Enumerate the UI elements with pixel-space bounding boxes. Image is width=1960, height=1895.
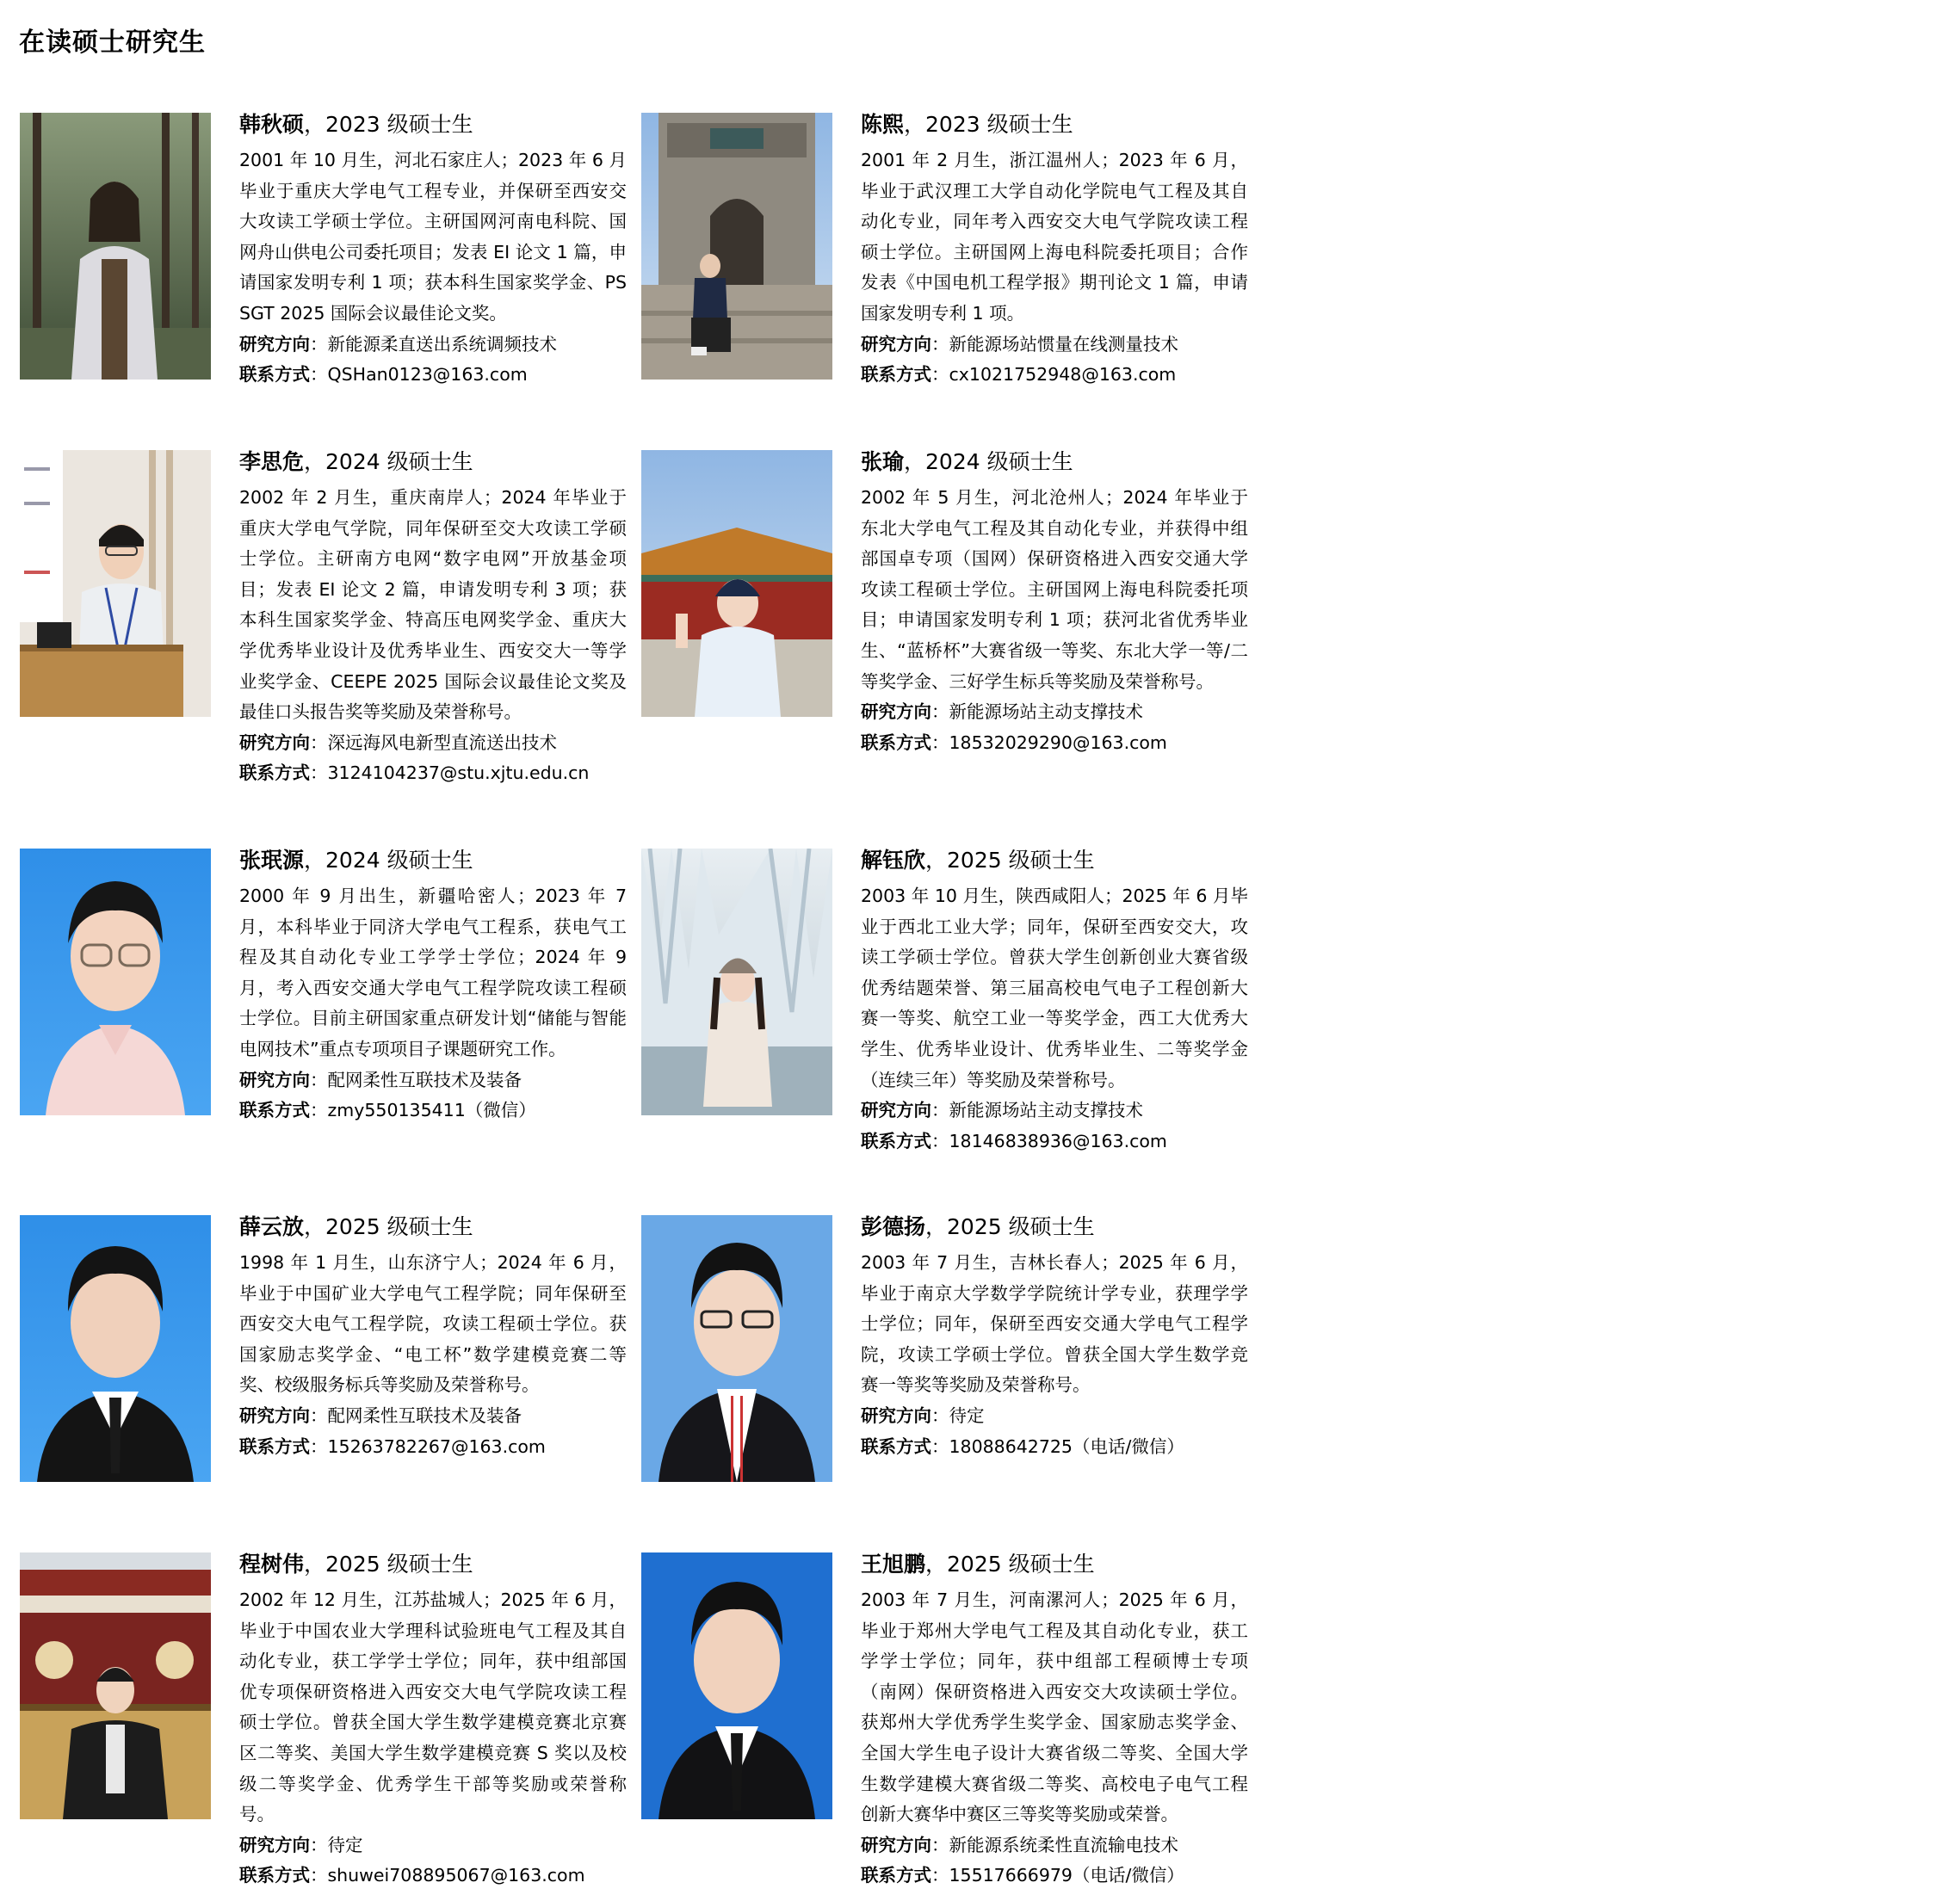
research-direction: 研究方向：配网柔性互联技术及装备 [239,1404,522,1426]
contact-info: 联系方式：18088642725（电话/微信） [861,1435,1184,1457]
student-grade: 2025 级硕士生 [325,1214,473,1239]
research-direction: 研究方向：新能源场站主动支撑技术 [861,701,1143,723]
student-name: 薛云放 [239,1214,305,1239]
student-grade: 2023 级硕士生 [925,112,1073,137]
student-photo [641,849,832,1115]
student-photo [641,450,832,717]
student-bio: 2001 年 10 月生，河北石家庄人；2023 年 6 月毕业于重庆大学电气工程专业，并保研至西安交大攻读工学硕士学位。主研国网河南电科院、国网舟山供电公司委托项目；发表 EI 论文 1 篇，申请国家发明专利 1 项；获本科生国家奖学金、PSSGT 2025 国际会议最佳论文奖。 [239,150,627,324]
student-name: 李思危 [239,449,305,474]
student-name: 王旭鹏 [861,1552,926,1577]
research-direction: 研究方向：待定 [861,1404,985,1426]
student-bio: 2000 年 9 月出生，新疆哈密人；2023 年 7 月，本科毕业于同济大学电气工程系，获电气工程及其自动化专业工学学士学位；2024 年 9 月，考入西安交通大学电气工程学院攻读工程硕士学位。目前主研国家重点研发计划“储能与智能电网技术”重点专项项目子课题研究工作。 [239,886,627,1059]
student-grade: 2025 级硕士生 [947,848,1095,873]
research-direction: 研究方向：新能源柔直送出系统调频技术 [239,333,557,355]
student-photo [20,849,211,1115]
student-grade: 2024 级硕士生 [925,449,1073,474]
student-photo [641,113,832,380]
contact-info: 联系方式：zmy550135411（微信） [239,1100,536,1121]
contact-info: 联系方式：15517666979（电话/微信） [861,1865,1184,1886]
contact-info: 联系方式：18146838936@163.com [861,1130,1167,1151]
student-bio: 2002 年 12 月生，江苏盐城人；2025 年 6 月，毕业于中国农业大学理科试验班电气工程及其自动化专业，获工学学士学位；同年，获中组部国优专项保研资格进入西安交大电气学院攻读工程硕士学位。曾获全国大学生数学建模竞赛北京赛区二等奖、美国大学生数学建模竞赛 S 奖以及校级二等奖学金、优秀学生干部等奖励或荣誉称号。 [239,1589,627,1825]
student-name: 张瑜 [861,449,905,474]
student-bio: 2002 年 2 月生，重庆南岸人；2024 年毕业于重庆大学电气学院，同年保研至交大攻读工学硕士学位。主研南方电网“数字电网”开放基金项目；发表 EI 论文 2 篇，申请发明专利 3 项；获本科生国家奖学金、特高压电网奖学金、重庆大学优秀毕业设计及优秀毕业生、西安交大一等学业奖学金、CEEPE 2025 国际会议最佳论文奖及最佳口头报告奖等奖励及荣誉称号。 [239,487,627,723]
student-photo [20,1215,211,1482]
student-name: 陈熙 [861,112,905,137]
student-photo [641,1215,832,1482]
student-name: 彭德扬 [861,1214,926,1239]
student-grade: 2025 级硕士生 [325,1552,473,1577]
student-photo [641,1552,832,1819]
contact-info: 联系方式：3124104237@stu.xjtu.edu.cn [239,762,590,784]
student-bio: 2003 年 7 月生，吉林长春人；2025 年 6 月，毕业于南京大学数学学院统计学专业，获理学学士学位；同年，保研至西安交通大学电气工程学院，攻读工学硕士学位。曾获全国大学生数学竞赛一等奖等奖励及荣誉称号。 [861,1252,1248,1396]
student-bio: 1998 年 1 月生，山东济宁人；2024 年 6 月，毕业于中国矿业大学电气工程学院；同年保研至西安交大电气工程学院，攻读工程硕士学位。获国家励志奖学金、“电工杯”数学建模竞赛二等奖、校级服务标兵等奖励及荣誉称号。 [239,1252,627,1396]
student-name: 张珉源 [239,848,305,873]
student-photo [20,113,211,380]
contact-info: 联系方式：15263782267@163.com [239,1435,546,1457]
student-name: 解钰欣 [861,848,926,873]
student-grid: 韩秋硕，2023 级硕士生 2001 年 10 月生，河北石家庄人；2023 年 6 月毕业于重庆大学电气工程专业，并保研至西安交大攻读工学硕士学位。主研国网河南电科院、国网舟山供电公司委托项目；发表 EI 论文 1 篇，申请国家发明专利 1 项；获本科生国家奖学金、PSSGT 2025 国际会议最佳论文奖。 研究方向：新能源柔直送出系统调频技术 联系方式：QSHan0123@163.com 陈熙，2023 级硕士生 2001 年 2 月生，浙江温州人；2023 年 6 月，毕业于武汉理工大学自动化学院电气工程及其自动化专业，同年考入西安交大电气学院攻读工程硕士学位。主研国网上海电科院委托项目；合作发表《中国电机工程学报》期刊论文 1 篇，申请国家发明专利 1 项。 研究方向：新能源场站惯量在线测量技术 联系方式：cx1021752948@163.com 李思危，2024 级硕士生 2002 年 2 月生，重庆南岸人；2024 年毕业于重庆大学电气学院，同年保研至交大攻读工学硕士学位。主研南方电网“数字电网”开放基金项目；发表 EI 论文 2 篇，申请发明专利 3 项；获本科生国家奖学金、特高压电网奖学金、重庆大学优秀毕业设计及优秀毕业生、西安交大一等学业奖学金、CEEPE 2025 国际会议最佳论文奖及最佳口头报告奖等奖励及荣誉称号。 研究方向：深远海风电新型直流送出技术 联系方式：3124104237@stu.xjtu.edu.cn 张瑜，2024 级硕士生 2002 年 5 月生，河北沧州人；2024 年毕业于东北大学电气工程及其自动化专业，并获得中组部国卓专项（国网）保研资格进入西安交通大学攻读工程硕士学位。主研国网上海电科院委托项目；申请国家发明专利 1 项；获河北省优秀毕业生、“蓝桥杯”大赛省级一等奖、东北大学一等/二等奖学金、三好学生标兵等奖励及荣誉称号。 研究方向：新能源场站主动支撑技术 联系方式：18532029290@163.com 张珉源，2024 级硕士生 2000 年 9 月出生，新疆哈密人；2023 年 7 月，本科毕业于同济大学电气工程系，获电气工程及其自动化专业工学学士学位；2024 年 9 月，考入西安交通大学电气工程学院攻读工程硕士学位。目前主研国家重点研发计划“储能与智能电网技术”重点专项项目子课题研究工作。 研究方向：配网柔性互联技术及装备 联系方式：zmy550135411（微信） 解钰欣，2025 级硕士生 2003 年 10 月生，陕西咸阳人；2025 年 6 月毕业于西北工业大学；同年，保研至西安交大，攻读工学硕士学位。曾获大学生创新创业大赛省级优秀结题荣誉、第三届高校电气电子工程创新大赛一等奖、航空工业一等奖学金，西工大优秀大学生、优秀毕业设计、优秀毕业生、二等奖学金（连续三年）等奖励及荣誉称号。 研究方向：新能源场站主动支撑技术 联系方式：18146838936@163.com 薛云放，2025 级硕士生 1998 年 1 月生，山东济宁人；2024 年 6 月，毕业于中国矿业大学电气工程学院；同年保研至西安交大电气工程学院，攻读工程硕士学位。获国家励志奖学金、“电工杯”数学建模竞赛二等奖、校级服务标兵等奖励及荣誉称号。 研究方向：配网柔性互联技术及装备 联系方式：15263782267@163.com 彭德扬，2025 级硕士生 2003 年 7 月生，吉林长春人；2025 年 6 月，毕业于南京大学数学学院统计学专业，获理学学士学位；同年，保研至西安交通大学电气工程学院，攻读工学硕士学位。曾获全国大学生数学竞赛一等奖等奖励及荣誉称号。 研究方向：待定 联系方式：18088642725（电话/微信） 程树伟，2025 级硕士生 2002 年 12 月生，江苏盐城人；2025 年 6 月，毕业于中国农业大学理科试验班电气工程及其自动化专业，获工学学士学位；同年，获中组部国优专项保研资格进入西安交大电气学院攻读工程硕士学位。曾获全国大学生数学建模竞赛北京赛区二等奖、美国大学生数学建模竞赛 S 奖以及校级二等奖学金、优秀学生干部等奖励或荣誉称号。 研究方向：待定 联系方式：shuwei708895067@163.com 王旭鹏，2025 级硕士生 2003 年 7 月生，河南漯河人；2025 年 6 月，毕业于郑州大学电气工程及其自动化专业，获工学学士学位；同年，获中组部工程硕博士专项（南网）保研资格进入西安交大攻读硕士学位。获郑州大学优秀学生奖学金、国家励志奖学金、全国大学生电子设计大赛省级二等奖、全国大学生数学建模大赛省级二等奖、高校电子电气工程创新大赛华中赛区三等奖等奖励或荣誉。 研究方向：新能源系统柔性直流输电技术 联系方式：15517666979（电话/微信） [0,0,1257,1895]
research-direction: 研究方向：新能源场站主动支撑技术 [861,1100,1143,1121]
research-direction: 研究方向：配网柔性互联技术及装备 [239,1069,522,1090]
student-grade: 2024 级硕士生 [325,449,473,474]
student-name: 程树伟 [239,1552,305,1577]
student-bio: 2001 年 2 月生，浙江温州人；2023 年 6 月，毕业于武汉理工大学自动化学院电气工程及其自动化专业，同年考入西安交大电气学院攻读工程硕士学位。主研国网上海电科院委托项目；合作发表《中国电机工程学报》期刊论文 1 篇，申请国家发明专利 1 项。 [861,150,1248,324]
research-direction: 研究方向：新能源场站惯量在线测量技术 [861,333,1178,355]
research-direction: 研究方向：新能源系统柔性直流输电技术 [861,1834,1178,1855]
contact-info: 联系方式：cx1021752948@163.com [861,364,1177,386]
student-bio: 2002 年 5 月生，河北沧州人；2024 年毕业于东北大学电气工程及其自动化专业，并获得中组部国卓专项（国网）保研资格进入西安交通大学攻读工程硕士学位。主研国网上海电科院委托项目；申请国家发明专利 1 项；获河北省优秀毕业生、“蓝桥杯”大赛省级一等奖、东北大学一等/二等奖学金、三好学生标兵等奖励及荣誉称号。 [861,487,1248,692]
student-bio: 2003 年 7 月生，河南漯河人；2025 年 6 月，毕业于郑州大学电气工程及其自动化专业，获工学学士学位；同年，获中组部工程硕博士专项（南网）保研资格进入西安交大攻读硕士学位。获郑州大学优秀学生奖学金、国家励志奖学金、全国大学生电子设计大赛省级二等奖、全国大学生数学建模大赛省级二等奖、高校电子电气工程创新大赛华中赛区三等奖等奖励或荣誉。 [861,1589,1248,1825]
contact-info: 联系方式：18532029290@163.com [861,731,1167,753]
contact-info: 联系方式：QSHan0123@163.com [239,364,528,386]
student-grade: 2024 级硕士生 [325,848,473,873]
page-title: 在读硕士研究生 [19,28,206,58]
student-bio: 2003 年 10 月生，陕西咸阳人；2025 年 6 月毕业于西北工业大学；同年，保研至西安交大，攻读工学硕士学位。曾获大学生创新创业大赛省级优秀结题荣誉、第三届高校电气电子工程创新大赛一等奖、航空工业一等奖学金，西工大优秀大学生、优秀毕业设计、优秀毕业生、二等奖学金（连续三年）等奖励及荣誉称号。 [861,886,1248,1090]
contact-info: 联系方式：shuwei708895067@163.com [239,1865,585,1886]
student-photo [20,1552,211,1819]
student-grade: 2025 级硕士生 [947,1552,1095,1577]
research-direction: 研究方向：深远海风电新型直流送出技术 [239,731,557,753]
student-grade: 2023 级硕士生 [325,112,473,137]
student-name: 韩秋硕 [239,112,305,137]
student-photo [20,450,211,717]
research-direction: 研究方向：待定 [239,1834,363,1855]
student-grade: 2025 级硕士生 [947,1214,1095,1239]
